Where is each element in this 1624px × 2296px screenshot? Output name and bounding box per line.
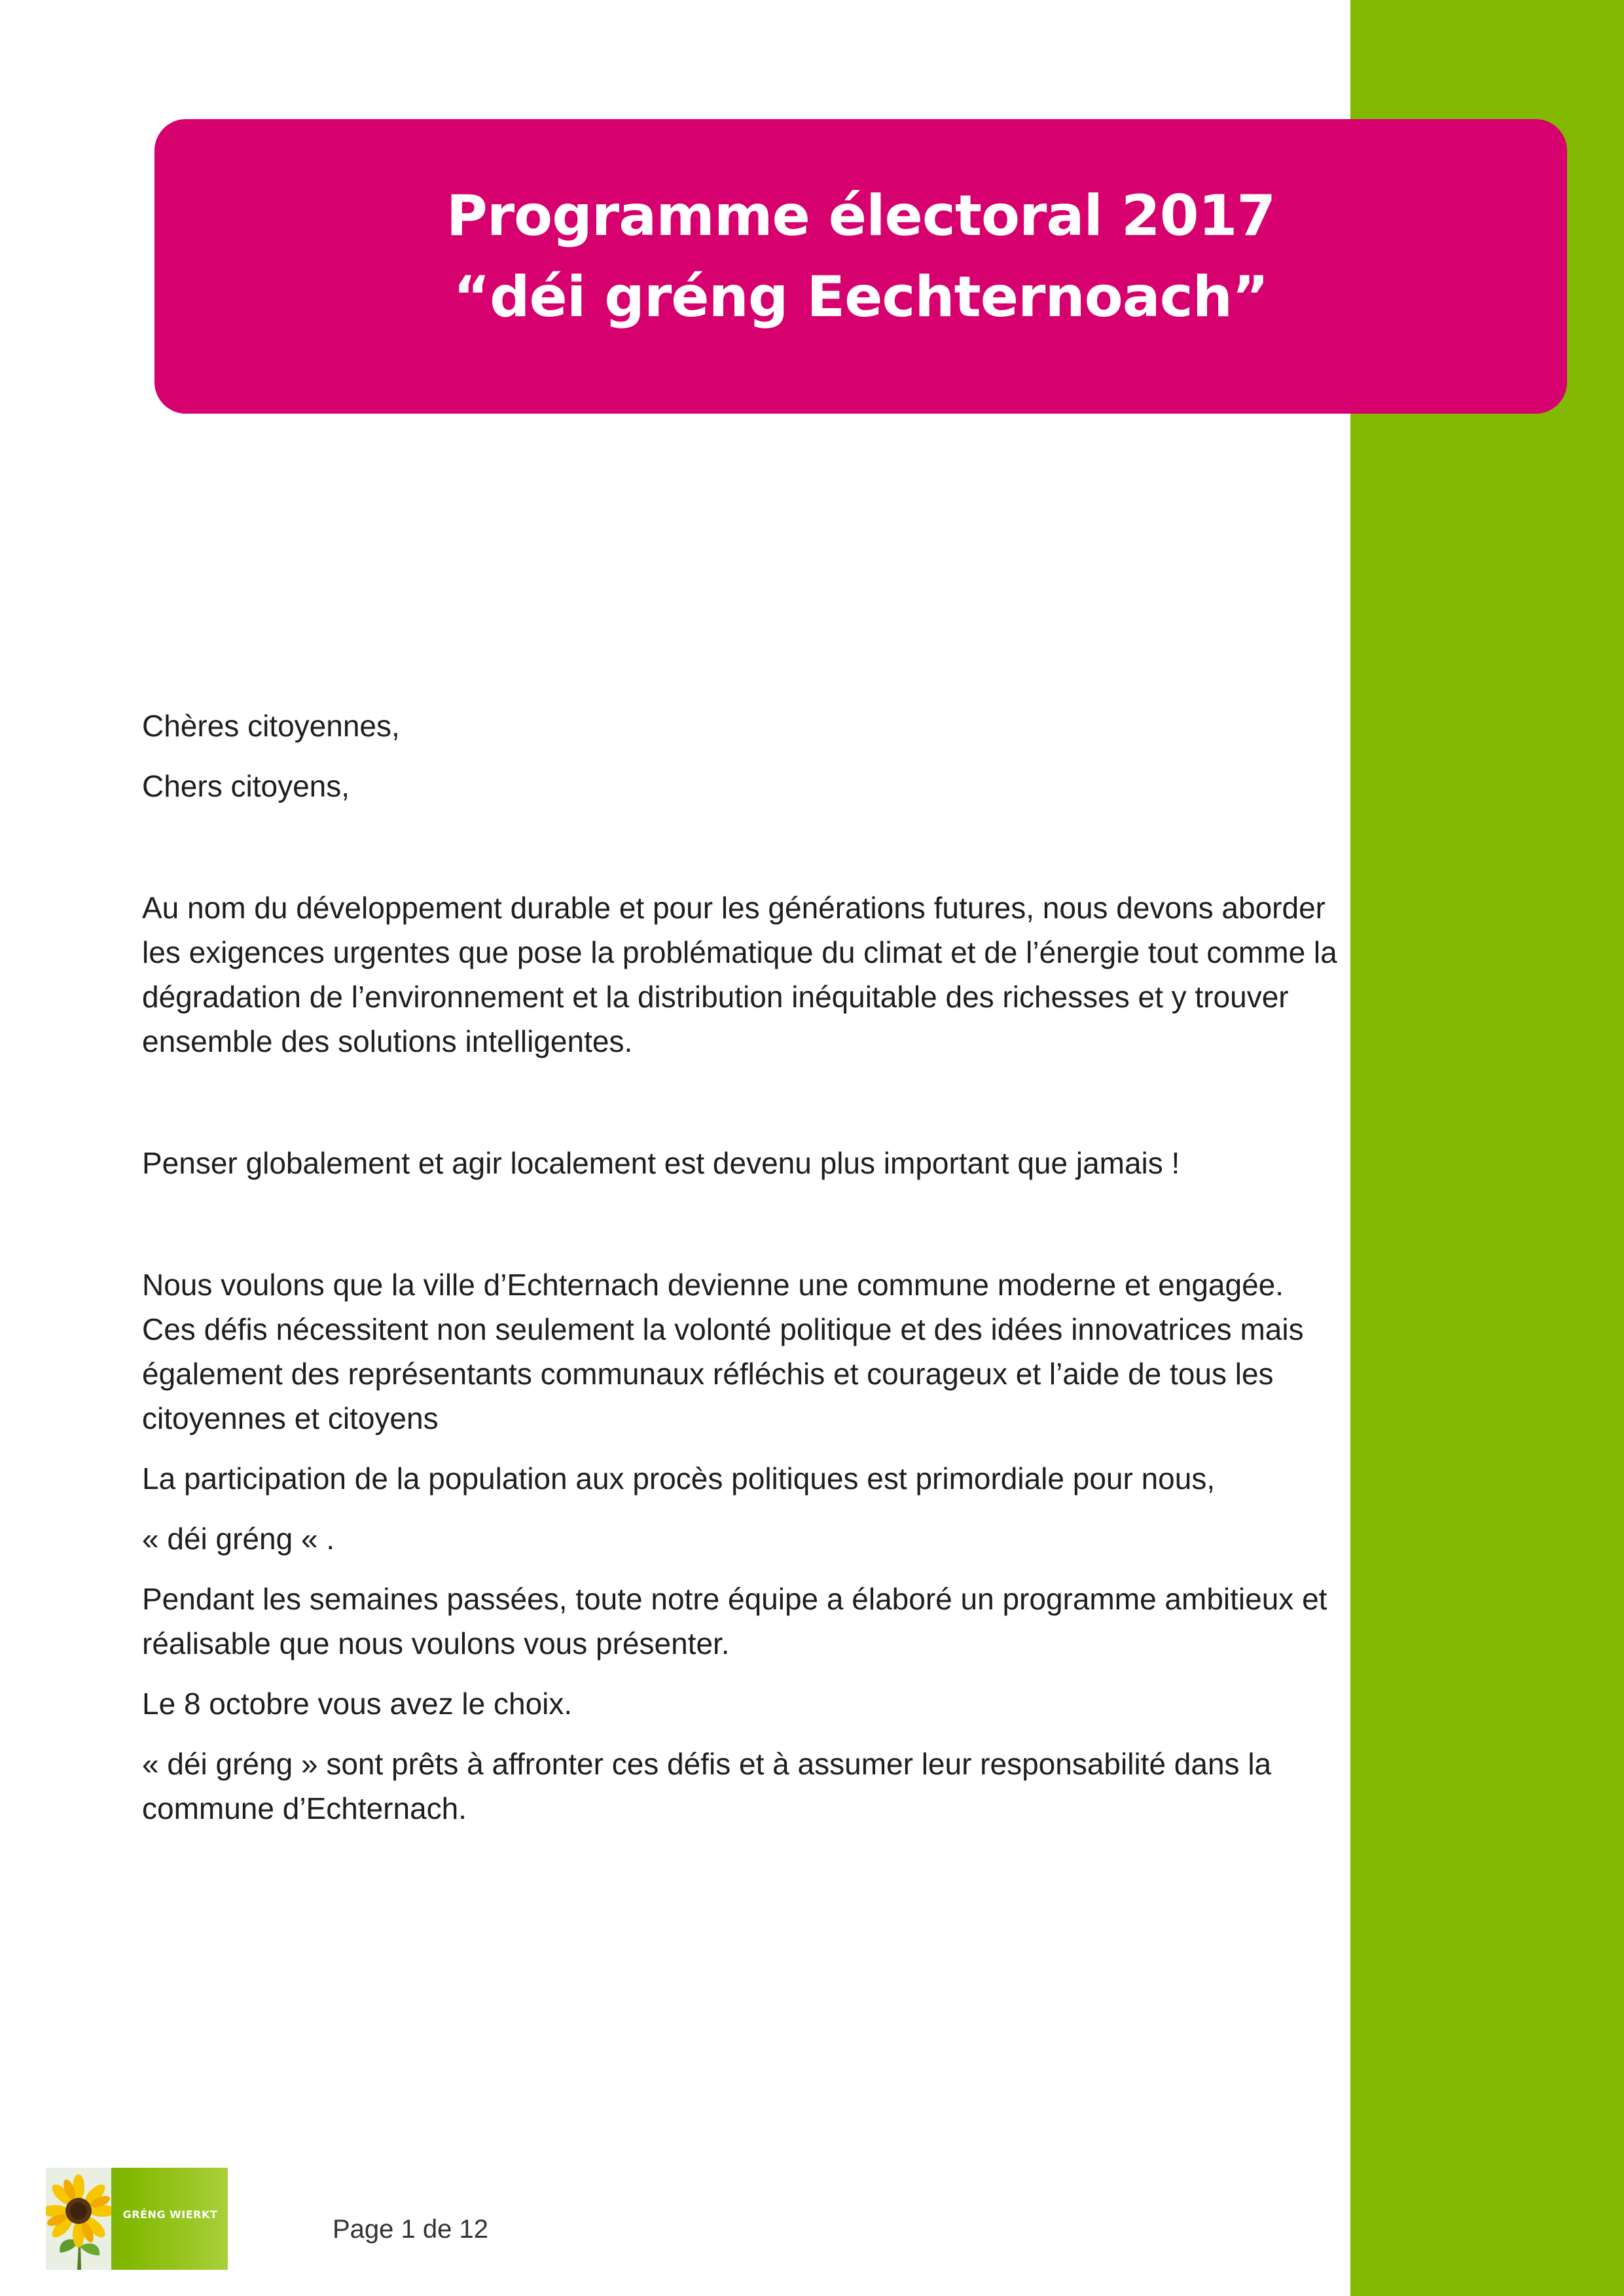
greeting-1: Chères citoyennes, xyxy=(142,709,400,743)
paragraph: Le 8 octobre vous avez le choix. xyxy=(142,1687,573,1721)
sunflower-icon xyxy=(46,2168,111,2270)
paragraph: « déi gréng « . xyxy=(142,1522,335,1556)
paragraph: Pendant les semaines passées, toute notre équipe a élaboré un programme ambitieux et réalisable que nous voulons vous présenter. xyxy=(142,1582,1327,1660)
paragraph: Penser globalement et agir localement est devenu plus important que jamais ! xyxy=(142,1146,1180,1180)
title-line-2: “déi gréng Eechternoach” xyxy=(453,264,1269,330)
greng-wierkt-logo xyxy=(46,2168,228,2270)
paragraph: Au nom du développement durable et pour les générations futures, nous devons aborder les exigences urgentes que pose la problématique du climat et de l’énergie tout comme la dégradation de l’environnement et la distribution inéquitable des richesses et y trouver ensemble des solutions intelligentes. xyxy=(142,891,1337,1058)
logo-text: GRÉNG WIERKT xyxy=(122,2208,218,2221)
letter-body xyxy=(142,704,1340,1831)
paragraph: « déi gréng » sont prêts à affronter ces défis et à assumer leur responsabilité dans la commune d’Echternach. xyxy=(142,1747,1272,1825)
greeting-2: Chers citoyens, xyxy=(142,769,350,803)
page-number: Page 1 de 12 xyxy=(333,2215,488,2244)
title-line-1: Programme électoral 2017 xyxy=(446,183,1276,249)
title-banner xyxy=(154,119,1567,414)
paragraph: Nous voulons que la ville d’Echternach devienne une commune moderne et engagée. Ces défis nécessitent non seulement la volonté politique et des idées innovatrices mais également des représentants communaux réfléchis et courageux et l’aide de tous les citoyennes et citoyens xyxy=(142,1268,1304,1435)
paragraph: La participation de la population aux procès politiques est primordiale pour nous, xyxy=(142,1462,1216,1496)
